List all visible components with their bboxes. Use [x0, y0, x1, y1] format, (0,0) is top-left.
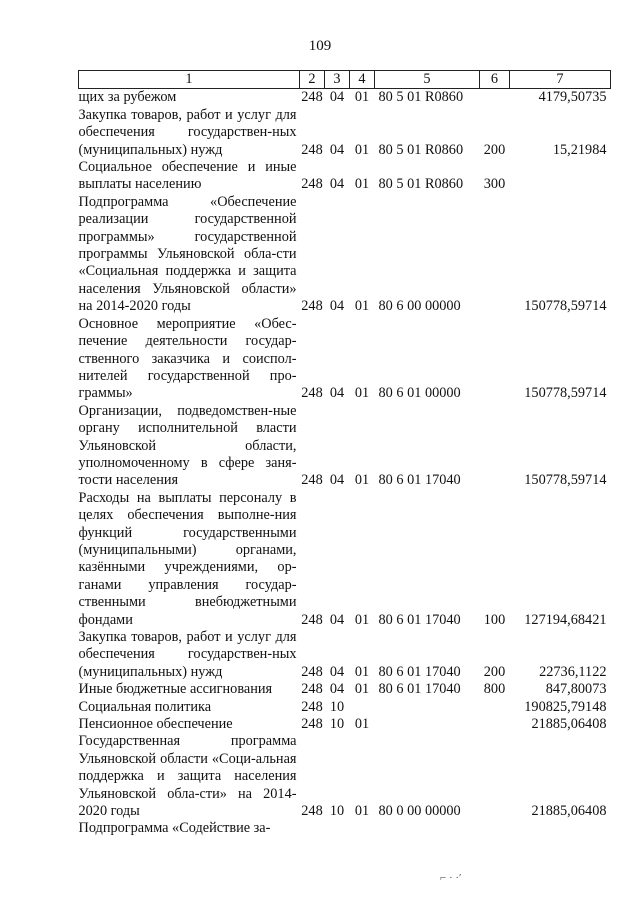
- row-section-code: 04: [329, 611, 345, 628]
- row-section-code: 04: [329, 472, 345, 489]
- row-subsection-code: 01: [354, 681, 370, 698]
- column-header: 1: [79, 71, 300, 89]
- row-ministry-code: 248: [301, 716, 323, 733]
- row-amount: 190825,79148: [524, 698, 607, 715]
- row-section-code: 04: [329, 663, 345, 680]
- column-header: 2: [300, 71, 325, 89]
- row-ministry-code: 248: [301, 89, 323, 106]
- row-target-article: 80 6 01 00000: [378, 385, 461, 402]
- row-expense-type: [480, 716, 510, 733]
- table-row: [79, 316, 611, 403]
- row-description: Основное мероприятие «Обес-печение деятельности государ-ственного заказчика и соиспол-нителей государственной про-граммы»: [78, 315, 297, 402]
- table-row: [79, 107, 611, 159]
- table-row: [79, 629, 611, 681]
- budget-table: [78, 70, 611, 838]
- column-header: 3: [325, 71, 350, 89]
- row-ministry-code: 248: [301, 472, 323, 489]
- table-header-row: [79, 71, 611, 89]
- row-description: Закупка товаров, работ и услуг для обеспечения государствен-ных (муниципальных) нужд: [78, 106, 297, 158]
- row-amount: 847,80073: [545, 681, 607, 698]
- row-expense-type: [480, 89, 510, 107]
- table-row: [79, 820, 611, 837]
- row-description: Пенсионное обеспечение: [78, 716, 233, 733]
- row-target-article: 80 5 01 R0860: [378, 141, 464, 158]
- table-row: [79, 733, 611, 820]
- row-ministry-code: 248: [301, 385, 323, 402]
- column-header: 6: [480, 71, 510, 89]
- scan-mark: ⌐ · ·′: [440, 872, 462, 884]
- row-section-code: 04: [329, 141, 345, 158]
- row-section-code: 10: [329, 716, 345, 733]
- row-description: щих за рубежом: [78, 89, 177, 106]
- row-description: Подпрограмма «Содействие за-: [78, 820, 271, 837]
- row-target-article: [375, 699, 480, 716]
- table-row: [79, 716, 611, 733]
- row-section-code: 04: [329, 681, 345, 698]
- row-expense-type: [480, 194, 510, 316]
- row-description: Социальная политика: [78, 698, 212, 715]
- row-amount: 150778,59714: [524, 298, 607, 315]
- row-ministry-code: 248: [301, 141, 323, 158]
- row-expense-type: [480, 403, 510, 490]
- row-description: Подпрограмма «Обеспечение реализации государственной программы» государственной программы Ульяновской обла-сти «Социальная поддержка и защита населения Ульяновской области» на 2014-2020 годы: [78, 193, 297, 315]
- row-section-code: [325, 820, 350, 837]
- row-amount: 4179,50735: [538, 89, 607, 106]
- row-amount: 21885,06408: [531, 716, 607, 733]
- row-target-article: 80 5 01 R0860: [378, 176, 464, 193]
- row-amount: [510, 159, 611, 194]
- row-ministry-code: 248: [301, 611, 323, 628]
- row-description: Закупка товаров, работ и услуг для обеспечения государствен-ных (муниципальных) нужд: [78, 629, 297, 680]
- row-target-article: 80 6 01 17040: [378, 663, 461, 680]
- row-subsection-code: 01: [354, 716, 370, 733]
- row-subsection-code: 01: [354, 611, 370, 628]
- row-amount: [510, 820, 611, 837]
- row-target-article: 80 6 00 00000: [378, 298, 461, 315]
- row-expense-type: [480, 699, 510, 716]
- table-row: [79, 490, 611, 629]
- row-expense-type: 300: [483, 176, 506, 193]
- row-expense-type: [480, 316, 510, 403]
- row-section-code: 10: [329, 698, 345, 715]
- row-amount: 150778,59714: [524, 385, 607, 402]
- row-description: Организации, подведомствен-ные органу исполнительной власти Ульяновской области, уполномоченному в сфере заня-тости населения: [78, 402, 297, 489]
- row-subsection-code: 01: [354, 141, 370, 158]
- row-target-article: 80 0 00 00000: [378, 803, 461, 820]
- row-amount: 22736,1122: [539, 663, 607, 680]
- row-ministry-code: 248: [301, 176, 323, 193]
- column-header: 7: [510, 71, 611, 89]
- row-description: Расходы на выплаты персоналу в целях обеспечения выполне-ния функций государственными (муниципальными) органами, казёнными учреждениями, ор-ганами управления государ-ственными внебюджетными фондами: [78, 489, 297, 628]
- table-row: [79, 159, 611, 194]
- row-section-code: 04: [329, 176, 345, 193]
- row-amount: 15,21984: [552, 141, 607, 158]
- row-ministry-code: [300, 820, 325, 837]
- row-section-code: 04: [329, 385, 345, 402]
- row-ministry-code: 248: [301, 803, 323, 820]
- row-ministry-code: 248: [301, 698, 323, 715]
- row-subsection-code: 01: [354, 663, 370, 680]
- row-expense-type: 200: [483, 141, 506, 158]
- row-expense-type: [480, 820, 510, 837]
- table-row: [79, 89, 611, 107]
- row-amount: 127194,68421: [524, 611, 607, 628]
- row-subsection-code: 01: [354, 298, 370, 315]
- row-subsection-code: [350, 699, 375, 716]
- row-target-article: [375, 716, 480, 733]
- row-ministry-code: 248: [301, 298, 323, 315]
- row-ministry-code: 248: [301, 681, 323, 698]
- row-subsection-code: 01: [354, 89, 370, 106]
- row-subsection-code: 01: [354, 803, 370, 820]
- table-row: [79, 403, 611, 490]
- row-target-article: 80 6 01 17040: [378, 611, 461, 628]
- column-header: 5: [375, 71, 480, 89]
- row-target-article: 80 6 01 17040: [378, 472, 461, 489]
- row-description: Социальное обеспечение и иные выплаты населению: [78, 159, 297, 193]
- row-section-code: 04: [329, 89, 345, 106]
- row-expense-type: 800: [483, 681, 506, 698]
- row-subsection-code: 01: [354, 176, 370, 193]
- row-subsection-code: [350, 820, 375, 837]
- page-number: 109: [308, 38, 332, 54]
- row-expense-type: 200: [483, 663, 506, 680]
- row-amount: 21885,06408: [531, 803, 607, 820]
- row-target-article: 80 6 01 17040: [378, 681, 461, 698]
- table-row: [79, 681, 611, 698]
- row-expense-type: 100: [483, 611, 506, 628]
- row-expense-type: [480, 733, 510, 820]
- row-section-code: 10: [329, 803, 345, 820]
- row-subsection-code: 01: [354, 385, 370, 402]
- column-header: 4: [350, 71, 375, 89]
- row-description: Государственная программа Ульяновской области «Соци-альная поддержка и защита населения Ульяновской обла-сти» на 2014-2020 годы: [78, 733, 297, 820]
- row-target-article: 80 5 01 R0860: [378, 89, 464, 106]
- row-description: Иные бюджетные ассигнования: [78, 681, 273, 698]
- row-target-article: [375, 820, 480, 837]
- table-row: [79, 699, 611, 716]
- table-body: [79, 89, 611, 838]
- row-subsection-code: 01: [354, 472, 370, 489]
- row-amount: 150778,59714: [524, 472, 607, 489]
- table-row: [79, 194, 611, 316]
- row-ministry-code: 248: [301, 663, 323, 680]
- row-section-code: 04: [329, 298, 345, 315]
